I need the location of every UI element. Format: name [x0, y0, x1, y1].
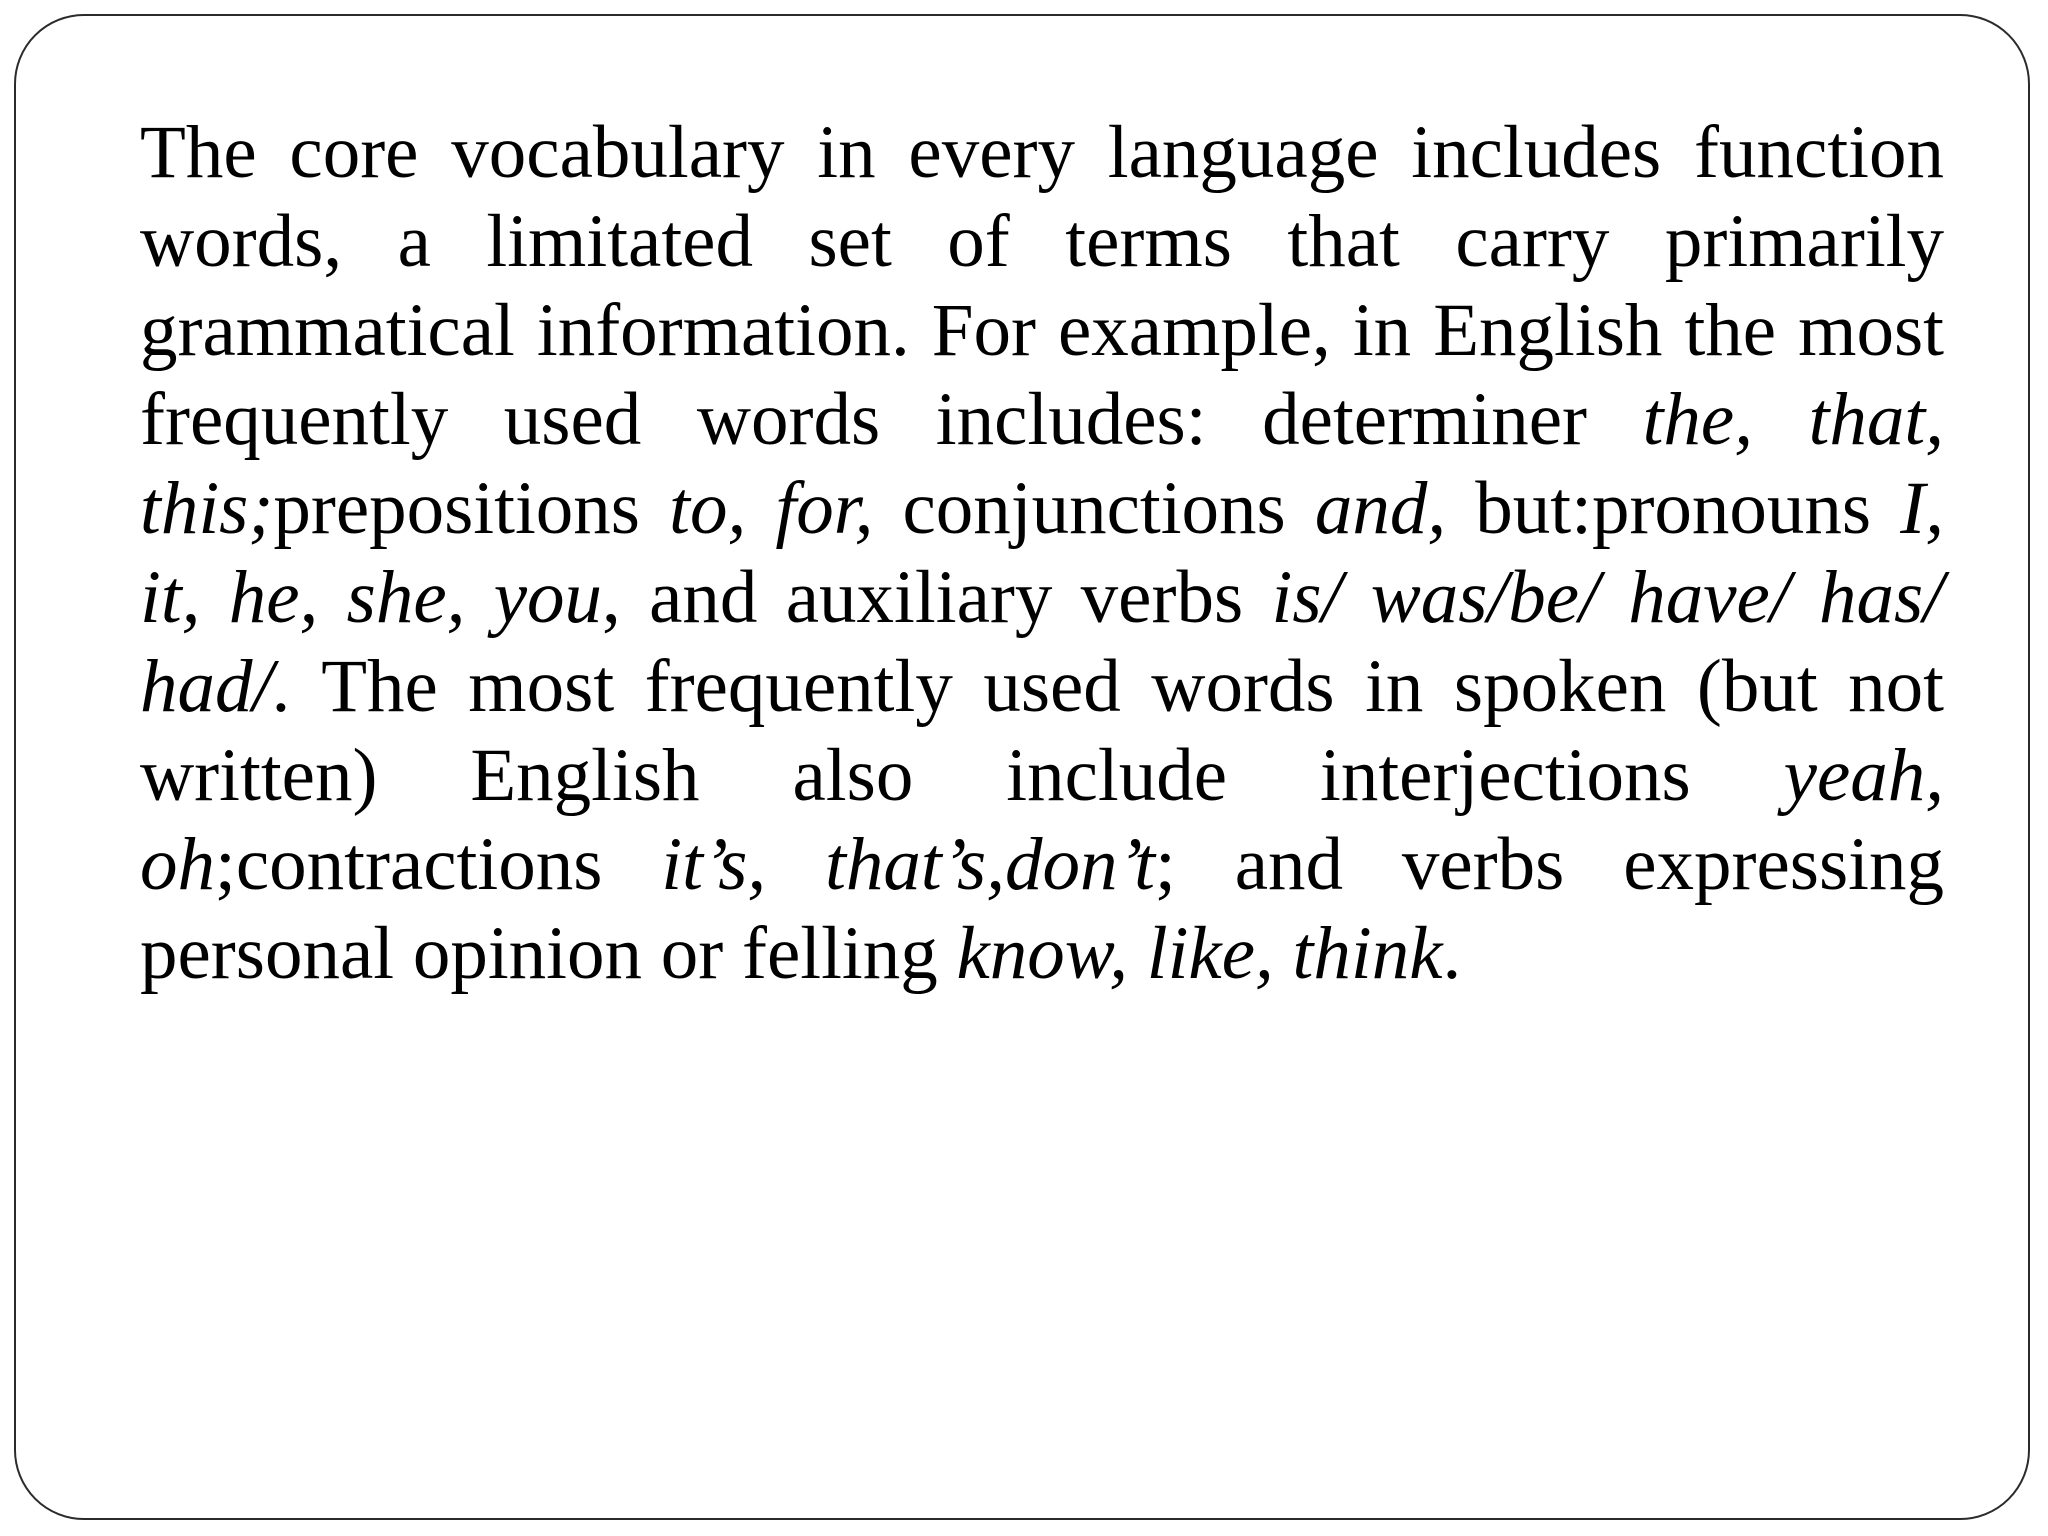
italic-segment: is/ was/be/ have/ has/ had/.: [140, 556, 1945, 728]
italic-segment: and,: [1314, 467, 1447, 550]
text-segment: prepositions: [273, 467, 670, 550]
text-segment: , and auxiliary verbs: [602, 556, 1272, 639]
italic-segment: it’s, that’s,don’t: [661, 823, 1155, 906]
italic-segment: to, for,: [669, 467, 874, 550]
italic-segment: I, it, he, she, you: [140, 467, 1944, 639]
italic-segment: yeah, oh: [140, 734, 1944, 906]
text-segment: The most frequently used words in spoken (but not written) English also include interjections: [140, 645, 1944, 817]
italic-segment: the, that, this;: [140, 378, 1944, 550]
slide-frame: [14, 14, 2030, 1520]
body-paragraph: [140, 108, 1944, 998]
text-segment: ; and verbs expressing personal opinion or felling: [140, 823, 1944, 995]
text-segment: conjunctions: [873, 467, 1315, 550]
text-segment: .: [1442, 912, 1462, 995]
text-segment: but:pronouns: [1446, 467, 1901, 550]
italic-segment: know, like, think: [956, 912, 1443, 995]
text-segment: The core vocabulary in every language includes function words, a limitated set of terms that carry primarily grammatical information. For example, in English the most frequently used words includes: determiner: [140, 111, 1944, 461]
text-segment: ;contractions: [215, 823, 662, 906]
